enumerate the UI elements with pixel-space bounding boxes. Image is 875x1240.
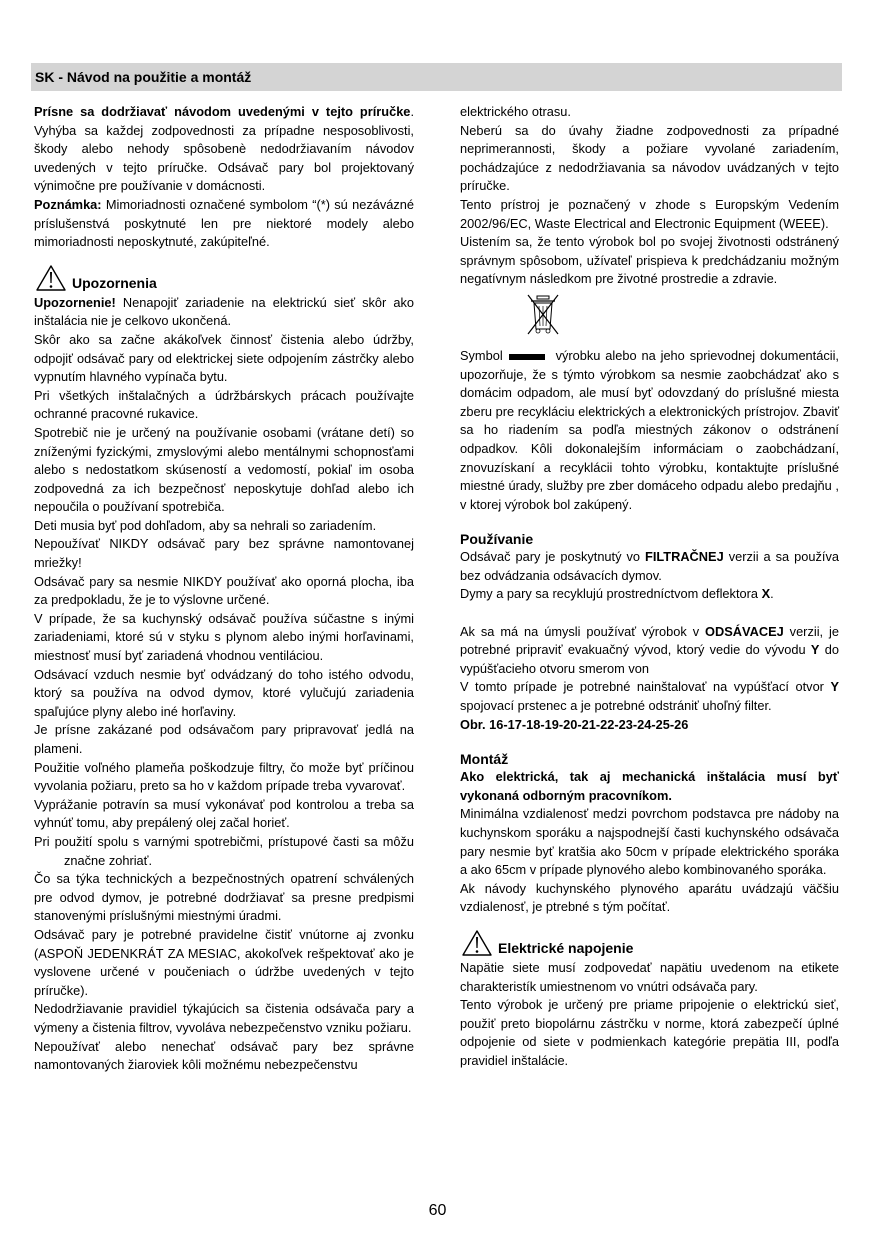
crossed-bin-icon	[524, 291, 562, 337]
left-paragraph: Nepoužívať NIKDY odsávač pary bez správne namontovanej mriežky!	[34, 536, 414, 571]
electric-paragraph: Napätie siete musí zodpovedať napätiu uvedenom na etikete charakteristík umiestnenom vo vnútri odsávača pary.	[460, 959, 839, 994]
usage-text: Odsávač pary je poskytnutý vo	[460, 549, 646, 565]
usage-bold: X	[761, 586, 771, 602]
electric-heading-row	[460, 929, 839, 957]
left-paragraph: Odsávač pary je potrebné pravidelne čistiť vnútorne aj zvonku (ASPOŇ JEDENKRÁT ZA MESIAC, akokoľvek rešpektovať ako je vyslovene určené v poučeniach o údržbe uvedených v tejto príručke).	[34, 926, 414, 998]
electric-heading: Elektrické napojenie	[498, 939, 634, 956]
warning-text: Nenapojiť zariadenie na elektrickú sieť skôr ako inštalácia nie je celkovo ukončená.	[34, 294, 414, 329]
mounting-heading: Montáž	[460, 751, 509, 768]
warning-triangle-icon	[34, 264, 68, 292]
left-paragraph: Vyprážanie potravín sa musí vykonávať pod kontrolou a treba sa vyhnúť tomu, aby prepálený olej začal horieť.	[34, 796, 414, 831]
usage-bold: Y	[810, 642, 820, 658]
usage-paragraph	[460, 548, 839, 585]
usage-paragraph	[460, 678, 839, 715]
warnings-heading: Upozornenia	[72, 274, 157, 291]
right-column	[460, 103, 839, 1071]
left-paragraph: Je prísne zakázané pod odsávačom pary pripravovať jedlá na plameni.	[34, 722, 414, 756]
left-paragraph: V prípade, že sa kuchynský odsávač používa súčastne s inými zariadeniami, ktoré sú v styku s plynom alebo inými horľavinami, miestnosť musí byť zariadená vhodnou ventiláciou.	[34, 610, 414, 664]
section-header-bar	[31, 63, 842, 91]
mounting-paragraph: Ak návody kuchynského plynového aparátu uvádzajú väčšiu vzdialenosť, je ptrebné s tým počítať.	[460, 880, 839, 915]
right-paragraph: elektrického otrasu.	[460, 104, 571, 119]
right-paragraph: Tento prístroj je poznačený v zhode s Europským Vedením 2002/96/EC, Waste Electrical and Electronic Equipment (WEEE).	[460, 196, 839, 231]
note-text: Mimoriadnosti označené symbolom “(*) sú nezávázné príslušenstvá poskytnuté len pre niektoré modely alebo mimoriadnosti neposkytnuté, zakúpiteľné.	[34, 196, 414, 250]
usage-text: Dymy a pary sa recyklujú prostredníctvom deflektora	[460, 586, 762, 602]
symbol-paragraph	[460, 347, 839, 514]
symbol-text: výrobku alebo na jeho sprievodnej dokumentácii, upozorňuje, že s týmto výrobkom sa nesmie zaobchádzať ako s domácim odpadom, ale musí byť odovzdaný do príslušné miesta zberu pre recykláciu elektrických a elektronických prístrojov. Zbaviť sa ho riadením sa podľa miestných zákonov o odstránení odpadkov. Kôli dokonalejším informáciam o zaobchádzaní, znovuzískaní a recyklácii tohto výrobku, kontaktujte príslušné miestné úrady, služby pre zber domáceho odpadu alebo predajňu , v ktorej výrobok bol zakúpený.	[460, 347, 839, 512]
warning-label: Upozornenie!	[34, 294, 116, 310]
left-paragraph: Použitie voľného plameňa poškodzuje filtry, čo može byť príčinou vyvolania požiaru, preto sa ho v každom prípade treba vyvarovať.	[34, 759, 414, 794]
warning-triangle-icon	[460, 929, 494, 957]
left-paragraph: Nepoužívať alebo nenechať odsávač pary bez správne namontovaných žiaroviek kôli možnému nebezpečenstvu	[34, 1038, 414, 1073]
usage-text: .	[770, 586, 774, 602]
left-paragraph: Pri všetkých inštalačných a údržbárskych prácach používajte ochranné pracovné rukavice.	[34, 387, 414, 422]
usage-text: spojovací prstenec a je potrebné odstrániť uhoľný filter.	[460, 698, 772, 714]
intro-paragraph	[34, 103, 414, 196]
left-paragraph: Spotrebič nie je určený na používanie osobami (vrátane detí) so zníženými fyzickými, zmyslovými alebo mentálnymi schopnosťami alebo s nedostatkom skúseností a vedomostí, pokiaľ im osoba zodpovedná za ich bezpečnosť neposkytuje dohľad alebo ich nepoučila o používaní spotrebiča.	[34, 424, 414, 515]
symbol-word: Symbol	[460, 347, 503, 363]
usage-heading: Používanie	[460, 531, 534, 548]
usage-text: do vypúšťacieho otvoru smerom von	[460, 642, 839, 676]
left-paragraph: Čo sa týka technických a bezpečnostných opatrení schválených pre odvod dymov, je potrebné dodržiavať sa presne predpismi stanovenými príslušnými miestnými úradmi.	[34, 871, 414, 924]
usage-bold: Y	[830, 679, 839, 695]
page-number: 60	[428, 1202, 447, 1219]
right-paragraph: Neberú sa do úvahy žiadne zodpovednosti za prípadné neprimerannosti, škody a požiare vyvolané zariadením, pochádzajúce z nedodržiavania sa návodov uvádzaných v tejto príručke.	[460, 122, 839, 194]
usage-text: Ak sa má na úmysli používať výrobok v	[460, 623, 706, 639]
section-title: SK - Návod na použitie a montáž	[35, 69, 252, 85]
electric-paragraph: Tento výrobok je určený pre priame pripojenie o elektrickú sieť, použiť preto biopolárnu zástrčku v norme, ktorá zabezpečí úplné odpojenie od siete v podmienkach kategórie prepätia III, podľa pravidiel inštalácie.	[460, 997, 839, 1068]
left-paragraph: Nedodržiavanie pravidiel týkajúcich sa čistenia odsávača pary a výmeny a čistenia filtrov, vyvoláva nebezpečenstvo vzniku požiaru.	[34, 1001, 414, 1035]
intro-bold: Prísne sa dodržiavať návodom uvedenými v tejto príručke	[34, 104, 411, 119]
usage-paragraph	[460, 623, 839, 679]
usage-bold: ODSÁVACEJ	[705, 623, 784, 639]
usage-text: V tomto prípade je potrebné nainštalovať na vypúšťací otvor	[460, 679, 831, 695]
note-label: Poznámka:	[34, 196, 102, 212]
hanging-paragraph: Pri použití spolu s varnými spotrebičmi, prístupové časti sa môžu značne zohriať.	[34, 833, 414, 868]
left-paragraph: Skôr ako sa začne akákoľvek činnosť čistenia alebo údržby, odpojiť odsávač pary od elektrickej siete odpojením zástrčky alebo vypnutím hlavného vypínača bytu.	[34, 331, 414, 385]
left-column	[34, 103, 414, 1075]
intro-text: . Vyhýba sa každej zodpovednosti za prípadne nesposoblivosti, škody alebo nehody spôsobenè nedodržiavaním návodov uvedených v tejto príručke. Odsávač pary bol projektovaný výnimočne pre používanie v domácnosti.	[34, 104, 414, 194]
usage-paragraph	[460, 585, 839, 604]
weee-symbol-area	[460, 289, 839, 347]
left-paragraph: Odsávací vzduch nesmie byť odvádzaný do toho istého odvodu, ktorý sa používa na odvod dymov, ktoré vylučujú zariadenia spaľujúce plyny alebo iné horľaviny.	[34, 666, 414, 719]
usage-bold: FILTRAČNEJ	[645, 549, 724, 565]
usage-text: verzii, je potrebné pripraviť evakuačný vývod, ktorý vedie do vývodu	[460, 623, 839, 658]
black-bar-symbol	[509, 354, 545, 360]
figure-reference: Obr. 16-17-18-19-20-21-22-23-24-25-26	[460, 716, 689, 732]
note-paragraph	[34, 196, 414, 252]
usage-text: verzii a sa používa bez odvádzania odsávacích dymov.	[460, 549, 839, 583]
left-paragraph: Deti musia byť pod dohľadom, aby sa nehrali so zariadením.	[34, 517, 377, 533]
mounting-bold-paragraph: Ako elektrická, tak aj mechanická inštalácia musí byť vykonaná odborným pracovníkom.	[460, 769, 839, 803]
warnings-heading-row	[34, 264, 414, 292]
mounting-paragraph: Minimálna vzdialenosť medzi povrchom podstavca pre nádoby na kuchynskom sporáku a najspodnejší časti kuchynského odsávača pary nesmie byť kratšia ako 50cm v prípade elektrického sporáka a ako 65cm v prípade plynového alebo kombinovaného sporáka.	[460, 806, 839, 878]
warning-paragraph	[34, 294, 414, 331]
right-paragraph: Uistením sa, že tento výrobok bol po svojej životnosti odstránený správnym spôsobom, užívateľ prispieva k predchádzaniu možným negatívnym následkom pre životné prostredie a zdravie.	[460, 234, 839, 287]
left-paragraph: Odsávač pary sa nesmie NIKDY používať ako oporná plocha, iba za predpokladu, že je to výslovne určené.	[34, 573, 414, 608]
